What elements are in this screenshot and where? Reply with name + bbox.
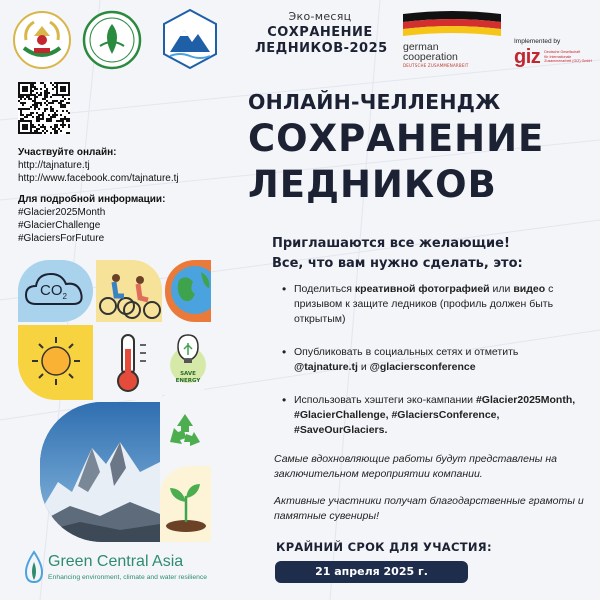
co2-subscript: 2 bbox=[62, 292, 67, 301]
info-block bbox=[18, 193, 165, 245]
bullet3-text: Использовать хэштеги эко-кампании bbox=[294, 394, 476, 406]
bullet3-hashtags: #Glacier2025Month, #GlacierChallenge, #GlaciersConference, #SaveOurGlaciers. bbox=[294, 394, 576, 436]
earth-tile bbox=[165, 260, 211, 322]
hashtag-2: #GlacierChallenge bbox=[18, 220, 101, 231]
co2-tile bbox=[18, 260, 93, 322]
thermometer-tile bbox=[96, 325, 162, 400]
bullet2-mid: и bbox=[357, 361, 370, 373]
event-title-line2: ЛЕДНИКОВ-2025 bbox=[255, 41, 388, 56]
list-item bbox=[280, 393, 580, 438]
note-showcase: Самые вдохновляющие работы будут представлены на заключительном мероприятии компании. bbox=[274, 453, 557, 480]
recycle-tile bbox=[160, 402, 211, 464]
link-facebook[interactable]: http://www.facebook.com/tajnature.tj bbox=[18, 173, 179, 184]
partner-line1: german bbox=[403, 41, 439, 53]
giz-sub-line1: Deutsche Gesellschaft bbox=[544, 50, 581, 54]
invite-block bbox=[272, 234, 592, 274]
list-item bbox=[280, 282, 580, 327]
participate-label: Участвуйте онлайн: bbox=[18, 147, 117, 158]
lightbulb-icon bbox=[165, 325, 211, 400]
footer-org-tagline: Enhancing environment, climate and water resilience bbox=[48, 574, 208, 581]
cyclists-icon bbox=[96, 260, 162, 322]
sun-tile bbox=[18, 325, 93, 400]
bullet2-text: Опубликовать в социальных сетях и отметить bbox=[294, 346, 519, 358]
sun-icon bbox=[18, 325, 93, 400]
partner-line3: DEUTSCHE ZUSAMMENARBEIT bbox=[403, 63, 469, 68]
bullet1-post: с призывом к защите ледников (профиль должен быть открытым) bbox=[294, 283, 554, 325]
participate-block bbox=[18, 146, 179, 185]
note-rewards: Активные участники получат благодарственные грамоты и памятные сувениры! bbox=[274, 495, 584, 522]
giz-sub-line2: für Internationale bbox=[544, 54, 572, 59]
bullet1-text: Поделиться bbox=[294, 283, 355, 295]
german-cooperation-logo bbox=[403, 10, 503, 70]
green-central-asia-logo bbox=[22, 550, 46, 586]
save-energy-label2: ENERGY bbox=[175, 378, 201, 384]
co2-label: CO bbox=[40, 282, 63, 299]
footer-org-name: Green Central Asia bbox=[48, 553, 184, 570]
recycle-icon bbox=[160, 402, 211, 464]
invite-line2: Все, что вам нужно сделать, это: bbox=[272, 256, 523, 271]
giz-sub-line3: Zusammenarbeit (GIZ) GmbH bbox=[544, 59, 593, 63]
water-drop-leaf-icon bbox=[22, 550, 46, 586]
qr-code[interactable] bbox=[18, 82, 70, 134]
info-label: Для подробной информации: bbox=[18, 194, 166, 205]
bullet2-glaciersconference: @glaciersconference bbox=[369, 361, 476, 373]
glacier-mountain-photo bbox=[40, 402, 160, 542]
event-title-line1: СОХРАНЕНИЕ bbox=[267, 25, 373, 40]
save-energy-tile bbox=[165, 325, 211, 400]
challenge-subtitle: ОНЛАЙН-ЧЕЛЛЕНДЖ bbox=[248, 90, 501, 114]
cyclists-tile bbox=[96, 260, 162, 322]
implemented-by-label: Implemented by bbox=[514, 38, 561, 45]
bullet1-bold-video: видео bbox=[513, 283, 546, 295]
bullet1-bold-photo: креативной фотографией bbox=[354, 283, 490, 295]
giz-logo bbox=[514, 38, 594, 74]
link-tajnature[interactable]: http://tajnature.tj bbox=[18, 160, 90, 171]
instructions-list bbox=[280, 282, 580, 456]
deadline-label: КРАЙНИЙ СРОК ДЛЯ УЧАСТИЯ: bbox=[276, 540, 492, 554]
deadline-date-badge: 21 апреля 2025 г. bbox=[275, 561, 468, 583]
earth-globe-icon bbox=[165, 260, 211, 322]
sprout-icon bbox=[160, 466, 211, 542]
committee-environment-logo bbox=[82, 10, 142, 70]
page-title-line1: СОХРАНЕНИЕ bbox=[248, 117, 545, 160]
thermometer-icon bbox=[96, 325, 162, 400]
giz-wordmark: giz bbox=[514, 46, 541, 68]
hashtag-1: #Glacier2025Month bbox=[18, 207, 106, 218]
partner-line2: cooperation bbox=[403, 51, 458, 63]
mountain-water-logo bbox=[160, 8, 220, 70]
german-flag-icon bbox=[403, 10, 501, 36]
page-title-line2: ЛЕДНИКОВ bbox=[248, 163, 497, 206]
hashtag-3: #GlaciersForFuture bbox=[18, 233, 105, 244]
plant-tile bbox=[160, 466, 211, 542]
bullet1-mid: или bbox=[489, 283, 514, 295]
invite-line1: Приглашаются все желающие! bbox=[272, 236, 510, 251]
event-header bbox=[255, 10, 388, 57]
list-item bbox=[280, 345, 580, 375]
save-energy-label1: SAVE bbox=[180, 371, 196, 377]
bullet2-tajnature: @tajnature.tj bbox=[294, 361, 358, 373]
tajikistan-emblem-logo bbox=[12, 10, 72, 70]
event-subtitle: Эко-месяц bbox=[288, 10, 352, 23]
